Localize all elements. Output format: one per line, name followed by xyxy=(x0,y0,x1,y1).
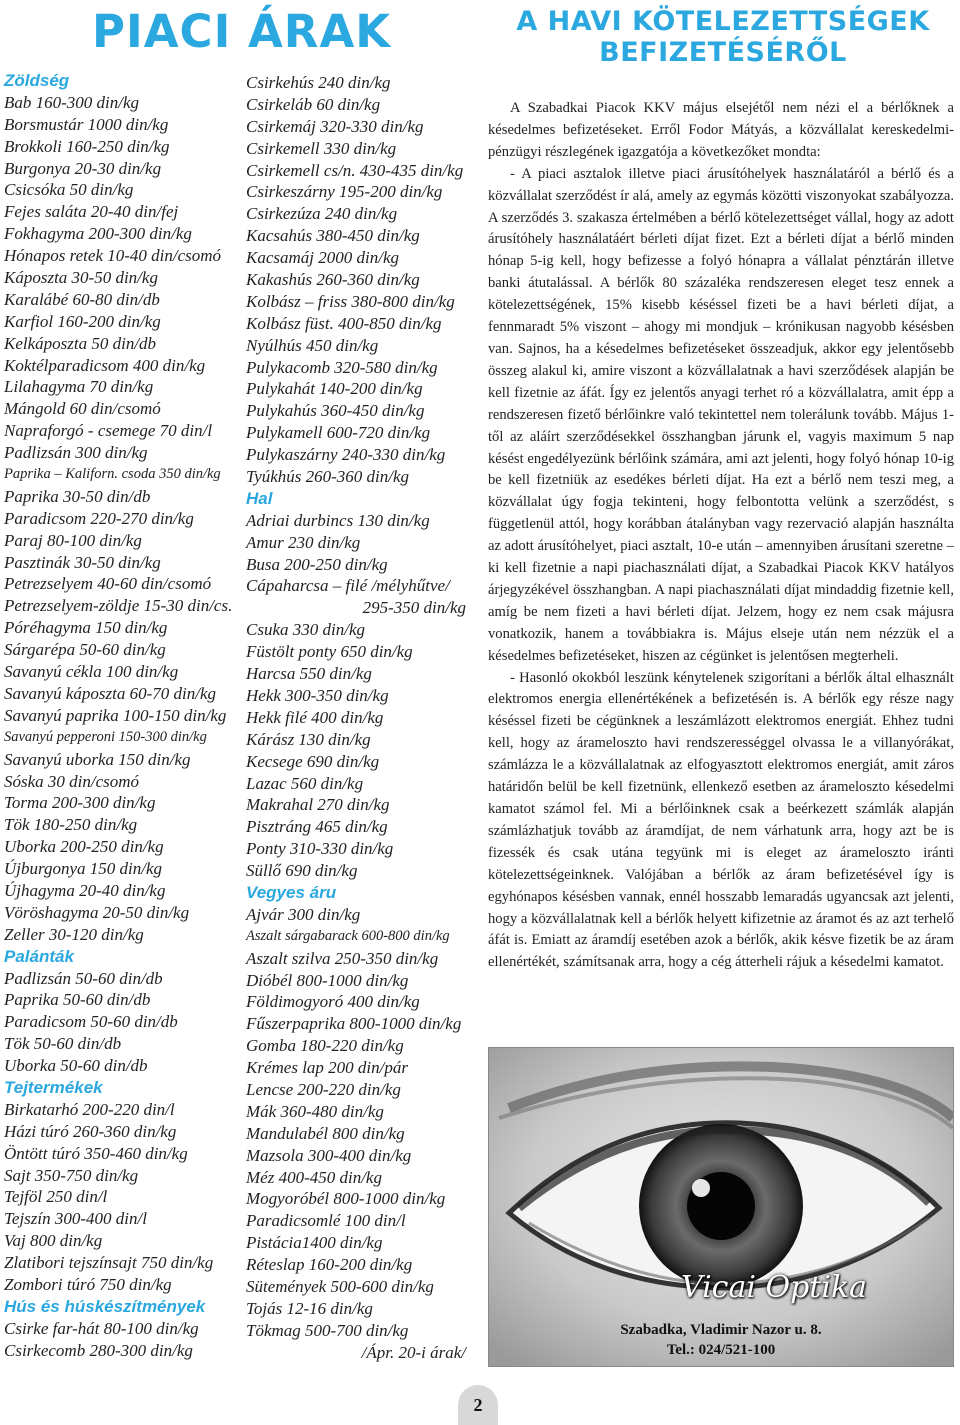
price-item: Brokkoli 160-250 din/kg xyxy=(4,136,170,156)
price-item: Fűszerpaprika 800-1000 din/kg xyxy=(246,1014,462,1034)
price-item: Koktélparadicsom 400 din/kg xyxy=(4,355,206,375)
price-item: Tök 180-250 din/kg xyxy=(4,815,138,835)
price-item: 295-350 din/kg xyxy=(362,598,466,618)
optician-advertisement xyxy=(488,1047,954,1367)
price-item: Lilahagyma 70 din/kg xyxy=(4,377,154,397)
phone-line: Tel.: 024/521-100 xyxy=(666,1342,776,1358)
price-item: Karalábé 60-80 din/db xyxy=(4,289,160,309)
price-item: Fejes saláta 20-40 din/fej xyxy=(4,202,179,222)
category-heading: Hús és húskészítmények xyxy=(4,1296,206,1316)
price-item: Zombori túró 750 din/kg xyxy=(4,1274,172,1294)
price-item: Bab 160-300 din/kg xyxy=(4,92,140,112)
price-item: Réteslap 160-200 din/kg xyxy=(246,1255,413,1275)
price-item: Amur 230 din/kg xyxy=(246,532,361,552)
price-item: Petrezselyem-zöldje 15-30 din/cs. xyxy=(4,596,233,616)
page-title: PIACI ÁRAK xyxy=(92,5,392,58)
price-item: Csirkehús 240 din/kg xyxy=(246,73,391,92)
price-item: Sütemények 500-600 din/kg xyxy=(246,1276,434,1296)
price-item: Csirkecomb 280-300 din/kg xyxy=(4,1340,193,1360)
price-item: Kolbász füst. 400-850 din/kg xyxy=(246,313,442,333)
price-item: Padlizsán 300 din/kg xyxy=(4,443,148,463)
price-item: Savanyú paprika 100-150 din/kg xyxy=(4,705,227,725)
price-item: Lazac 560 din/kg xyxy=(246,773,364,793)
price-item: Savanyú cékla 100 din/kg xyxy=(4,662,179,682)
price-item: Fokhagyma 200-300 din/kg xyxy=(4,224,192,244)
price-item: Pulykamell 600-720 din/kg xyxy=(246,423,431,443)
price-item: Paprika 30-50 din/db xyxy=(4,486,151,506)
price-item: Tojás 12-16 din/kg xyxy=(246,1298,373,1318)
price-item: Kecsege 690 din/kg xyxy=(246,751,380,771)
price-item: Torma 200-300 din/kg xyxy=(4,793,156,813)
price-item: Kakashús 260-360 din/kg xyxy=(246,270,420,290)
price-item: Harcsa 550 din/kg xyxy=(246,664,372,684)
price-item: Földimogyoró 400 din/kg xyxy=(246,992,420,1012)
page-number: 2 xyxy=(458,1385,498,1425)
price-item: Csirkeláb 60 din/kg xyxy=(246,94,381,114)
price-item: Öntött túró 350-460 din/kg xyxy=(4,1143,188,1163)
price-item: Paradicsom 50-60 din/db xyxy=(4,1012,178,1032)
price-item: Csirkezúza 240 din/kg xyxy=(246,204,398,224)
price-item: Süllő 690 din/kg xyxy=(246,861,358,881)
price-item: Pulykahát 140-200 din/kg xyxy=(246,379,423,399)
price-item: Kelkáposzta 50 din/db xyxy=(4,333,157,353)
price-item: Makrahal 270 din/kg xyxy=(246,795,390,815)
optika-logo: Vicai Optika xyxy=(680,1270,868,1305)
price-item: Csirkeszárny 195-200 din/kg xyxy=(246,182,443,202)
price-item: Tök 50-60 din/db xyxy=(4,1034,122,1054)
price-item: Paprika – Kaliforn. csoda 350 din/kg xyxy=(4,466,221,483)
price-item: Napraforgó - csemege 70 din/l xyxy=(4,421,213,441)
price-item: Kacsahús 380-450 din/kg xyxy=(246,226,420,246)
price-item: Padlizsán 50-60 din/db xyxy=(4,968,163,988)
price-item: Hekk 300-350 din/kg xyxy=(246,685,389,705)
article-paragraph: A Szabadkai Piacok KKV május elsejétől nem nézi el a bérlőknek a késedelmes befizetéseket. Erről Fodor Mátyás, a közvállalat kereskedelmi-pénzügyi részlegének igazgatója a következőket mondta: xyxy=(488,100,954,160)
price-item: Savanyú pepperoni 150-300 din/kg xyxy=(4,728,207,745)
article-body xyxy=(486,98,960,974)
price-item: Csirkemáj 320-330 din/kg xyxy=(246,116,424,136)
price-item: Tejszín 300-400 din/l xyxy=(4,1209,147,1229)
price-item: Vöröshagyma 20-50 din/kg xyxy=(4,902,190,922)
price-list xyxy=(236,0,480,1364)
price-item: Birkatarhó 200-220 din/l xyxy=(4,1099,175,1119)
price-item: Csirkemell 330 din/kg xyxy=(246,138,397,158)
price-item: Borsmustár 1000 din/kg xyxy=(4,114,169,134)
article-title: A HAVI KÖTELEZETTSÉGEK BEFIZETÉSÉRŐL xyxy=(516,6,930,68)
price-item: Káposzta 30-50 din/kg xyxy=(4,268,158,288)
price-item: Pisztráng 465 din/kg xyxy=(246,817,388,837)
price-item: Savanyú káposzta 60-70 din/kg xyxy=(4,683,216,703)
category-heading: Vegyes áru xyxy=(246,882,337,902)
price-item: Paprika 50-60 din/db xyxy=(4,990,151,1010)
price-item: Pulykahús 360-450 din/kg xyxy=(246,401,425,421)
price-item: Krémes lap 200 din/pár xyxy=(246,1058,408,1078)
price-item: Adriai durbincs 130 din/kg xyxy=(246,510,430,530)
price-item: Pulykaszárny 240-330 din/kg xyxy=(246,445,446,465)
address-line: Szabadka, Vladimir Nazor u. 8. xyxy=(620,1322,822,1338)
price-item: Nyúlhús 450 din/kg xyxy=(246,335,379,355)
price-item: Pulykacomb 320-580 din/kg xyxy=(246,357,438,377)
price-item: Tejföl 250 din/l xyxy=(4,1187,108,1207)
price-item: Csicsóka 50 din/kg xyxy=(4,180,134,200)
price-item: Csuka 330 din/kg xyxy=(246,620,365,640)
price-item: Mazsola 300-400 din/kg xyxy=(246,1145,412,1165)
price-item: Aszalt sárgabarack 600-800 din/kg xyxy=(246,927,450,944)
price-item: Karfiol 160-200 din/kg xyxy=(4,311,161,331)
price-item: Póréhagyma 150 din/kg xyxy=(4,618,168,638)
price-item: Sárgarépa 50-60 din/kg xyxy=(4,640,166,660)
price-item: Hónapos retek 10-40 din/csomó xyxy=(4,246,222,266)
price-item: Savanyú uborka 150 din/kg xyxy=(4,749,191,769)
price-item: Uborka 50-60 din/db xyxy=(4,1056,148,1076)
price-list xyxy=(0,0,236,1362)
price-item: Tökmag 500-700 din/kg xyxy=(246,1320,409,1340)
category-heading: Zöldség xyxy=(4,71,70,90)
eye-image xyxy=(489,1048,953,1366)
price-item: Mángold 60 din/csomó xyxy=(4,399,161,419)
category-heading: Hal xyxy=(246,488,273,508)
article-paragraph: - A piaci asztalok illetve piaci árusítóhelyek használatáról a bérlő és a közvállalat szerződést ír alá, amely az egymás közötti viszonyokat szabályozza. A szerződés 3. szakasza értelmében a bérlő kötelezettséget vállal, hogy az adott árusítóhely használatáért bérleti díjat fizet. Ezt a bérleti díjat a bérlő minden hónap 5-ig kell, hogy befizesse a folyó hónapra a vállalat pénztárán illetve banki átutalással. A bérlők 80 százaléka rendszeresen eleget tesz ennek a kötelezettségének, 15% kisebb késéssel fizeti be a havi bérleti díjat, a fennmaradt 5% viszont – ahogy mi mondjuk – krónikusan nagyobb késésben van. Sajnos, ha a késedelmes befizetéseket összeadjuk, akkor egy jelentősebb összeg alakul ki, amire viszont a közvállalatnak a havi szerződések alapján be kell fizetnie az áfát. Így ez jelentős anyagi terhet ró a közvállalatra, amit épp a rendszeresen fizető bérlőinkre való tekintettel nem tolerálunk tovább. Május 1-től az aláírt szerződésekkel összhangban járunk el, vagyis maximum 5 nap késést engedélyezünk bérlőink számára, ami azt jelenti, hogy folyó hónap 10-ig be kell fizetniük az esedékes bérleti díjat. Ha ezt a bérlő nem teszi meg, a közvállalat úgy fogja tekinteni, hogy felbontotta velünk a szerződést, s függetlenül attól, hogy korábban átalányban vagy rezervació alapján használta az adott árusítóhelyet, piaci asztalt, 10-e után – amennyiben árusítani szeretne – ki kell fizetnie a napi piachasználati díjat, a Szabadkai Piacok KKV hatályos árjegyzékével összhangban. A napi piachasználati díjat mindaddig fizetnie kell, amíg be nem fizeti a havi bérleti díjat. Jelzem, hogy ez nem csak májusra vonatkozik, hanem a továbbiakra is. Május elseje után nem nézzük el a késedelmes befizetéseket, hiszen az cégünket is jelentősen megterheli. xyxy=(488,165,954,664)
price-column-2 xyxy=(236,0,480,1364)
price-item: Tyúkhús 260-360 din/kg xyxy=(246,467,410,487)
price-item: Kárász 130 din/kg xyxy=(246,729,371,749)
price-item: Ajvár 300 din/kg xyxy=(246,904,361,924)
price-item: Csirke far-hát 80-100 din/kg xyxy=(4,1318,199,1338)
price-item: Mák 360-480 din/kg xyxy=(246,1101,384,1121)
price-item: Újhagyma 20-40 din/kg xyxy=(4,880,166,900)
price-item: Ponty 310-330 din/kg xyxy=(246,839,394,859)
price-item: Házi túró 260-360 din/kg xyxy=(4,1121,177,1141)
price-item: Pistácia1400 din/kg xyxy=(246,1233,383,1253)
price-item: Hekk filé 400 din/kg xyxy=(246,707,384,727)
price-item: Cápaharcsa – filé /mélyhűtve/ xyxy=(246,576,450,596)
price-item: Pasztinák 30-50 din/kg xyxy=(4,552,161,572)
price-item: Aszalt szilva 250-350 din/kg xyxy=(246,948,439,968)
price-item: Gomba 180-220 din/kg xyxy=(246,1036,404,1056)
price-item: Mandulabél 800 din/kg xyxy=(246,1123,405,1143)
price-item: Uborka 200-250 din/kg xyxy=(4,837,164,857)
price-item: Zlatibori tejszínsajt 750 din/kg xyxy=(4,1253,214,1273)
price-item: Újburgonya 150 din/kg xyxy=(4,859,163,879)
price-item: /Ápr. 20-i árak/ xyxy=(361,1342,466,1362)
price-item: Paradicsom 220-270 din/kg xyxy=(4,508,194,528)
price-item: Sóska 30 din/csomó xyxy=(4,771,140,791)
price-item: Paradicsomlé 100 din/l xyxy=(246,1211,406,1231)
price-item: Paraj 80-100 din/kg xyxy=(4,530,142,550)
article xyxy=(486,0,960,974)
price-item: Méz 400-450 din/kg xyxy=(246,1167,382,1187)
price-item: Sajt 350-750 din/kg xyxy=(4,1165,139,1185)
price-item: Zeller 30-120 din/kg xyxy=(4,924,144,944)
ad-address xyxy=(489,1320,953,1360)
price-item: Csirkemell cs/n. 430-435 din/kg xyxy=(246,160,464,180)
price-item: Vaj 800 din/kg xyxy=(4,1231,103,1251)
price-item: Lencse 200-220 din/kg xyxy=(246,1079,401,1099)
price-item: Kacsamáj 2000 din/kg xyxy=(246,248,399,268)
price-item: Dióbél 800-1000 din/kg xyxy=(246,970,409,990)
price-item: Busa 200-250 din/kg xyxy=(246,554,388,574)
price-item: Kolbász – friss 380-800 din/kg xyxy=(246,291,455,311)
price-column-1 xyxy=(0,0,236,1362)
category-heading: Palánták xyxy=(4,946,74,966)
article-paragraph: - Hasonló okokból leszünk kénytelenek szigorítani a bérlők által elhasznált elektromos energia ellenértékének a befizetésén is. A bérlők egy része nagy késéssel fizeti be cégünknek a leszámlázott elektromos energiát. Ehhez tudni kell, hogy az árameloszto havi rendszerességgel olvassa le a villanyórákat, számlázza le a közvállalatnak az elfogyasztott elektromos energiát, amit záros határidőn belül be kell fizetnünk, ellenkező esetben az árameloszto késedelmi kamatot számol fel. Mi a bérlőinknek csak a beérkezett számlák alapján számlázhatjuk tovább az áramdíjat, de nem várhatunk arra, hogy azt be is fizessék és csak utána tegyünk mi is eleget az árameloszto iránti kötelezettségeinknek. Valójában a bérlők az áram befizetésével így is egyhónapos késésben vannak, ennél hosszabb lemaradás ugyancsak azt jelenti, hogy a közvállalatnak kell a bérlők helyett kifizetnie az áramot és az azt terhelő áfát is. Emiatt az áramdíj esetében azok a bérlők, akik késve fizetik be az áram ellenértékét, számítsanak arra, hogy a cég átterheli rájuk a késedelmi kamatot. xyxy=(488,669,954,971)
price-item: Burgonya 20-30 din/kg xyxy=(4,158,162,178)
price-item: Mogyoróbél 800-1000 din/kg xyxy=(246,1189,446,1209)
category-heading: Tejtermékek xyxy=(4,1077,103,1097)
price-item: Füstölt ponty 650 din/kg xyxy=(246,642,413,662)
price-item: Petrezselyem 40-60 din/csomó xyxy=(4,574,212,594)
